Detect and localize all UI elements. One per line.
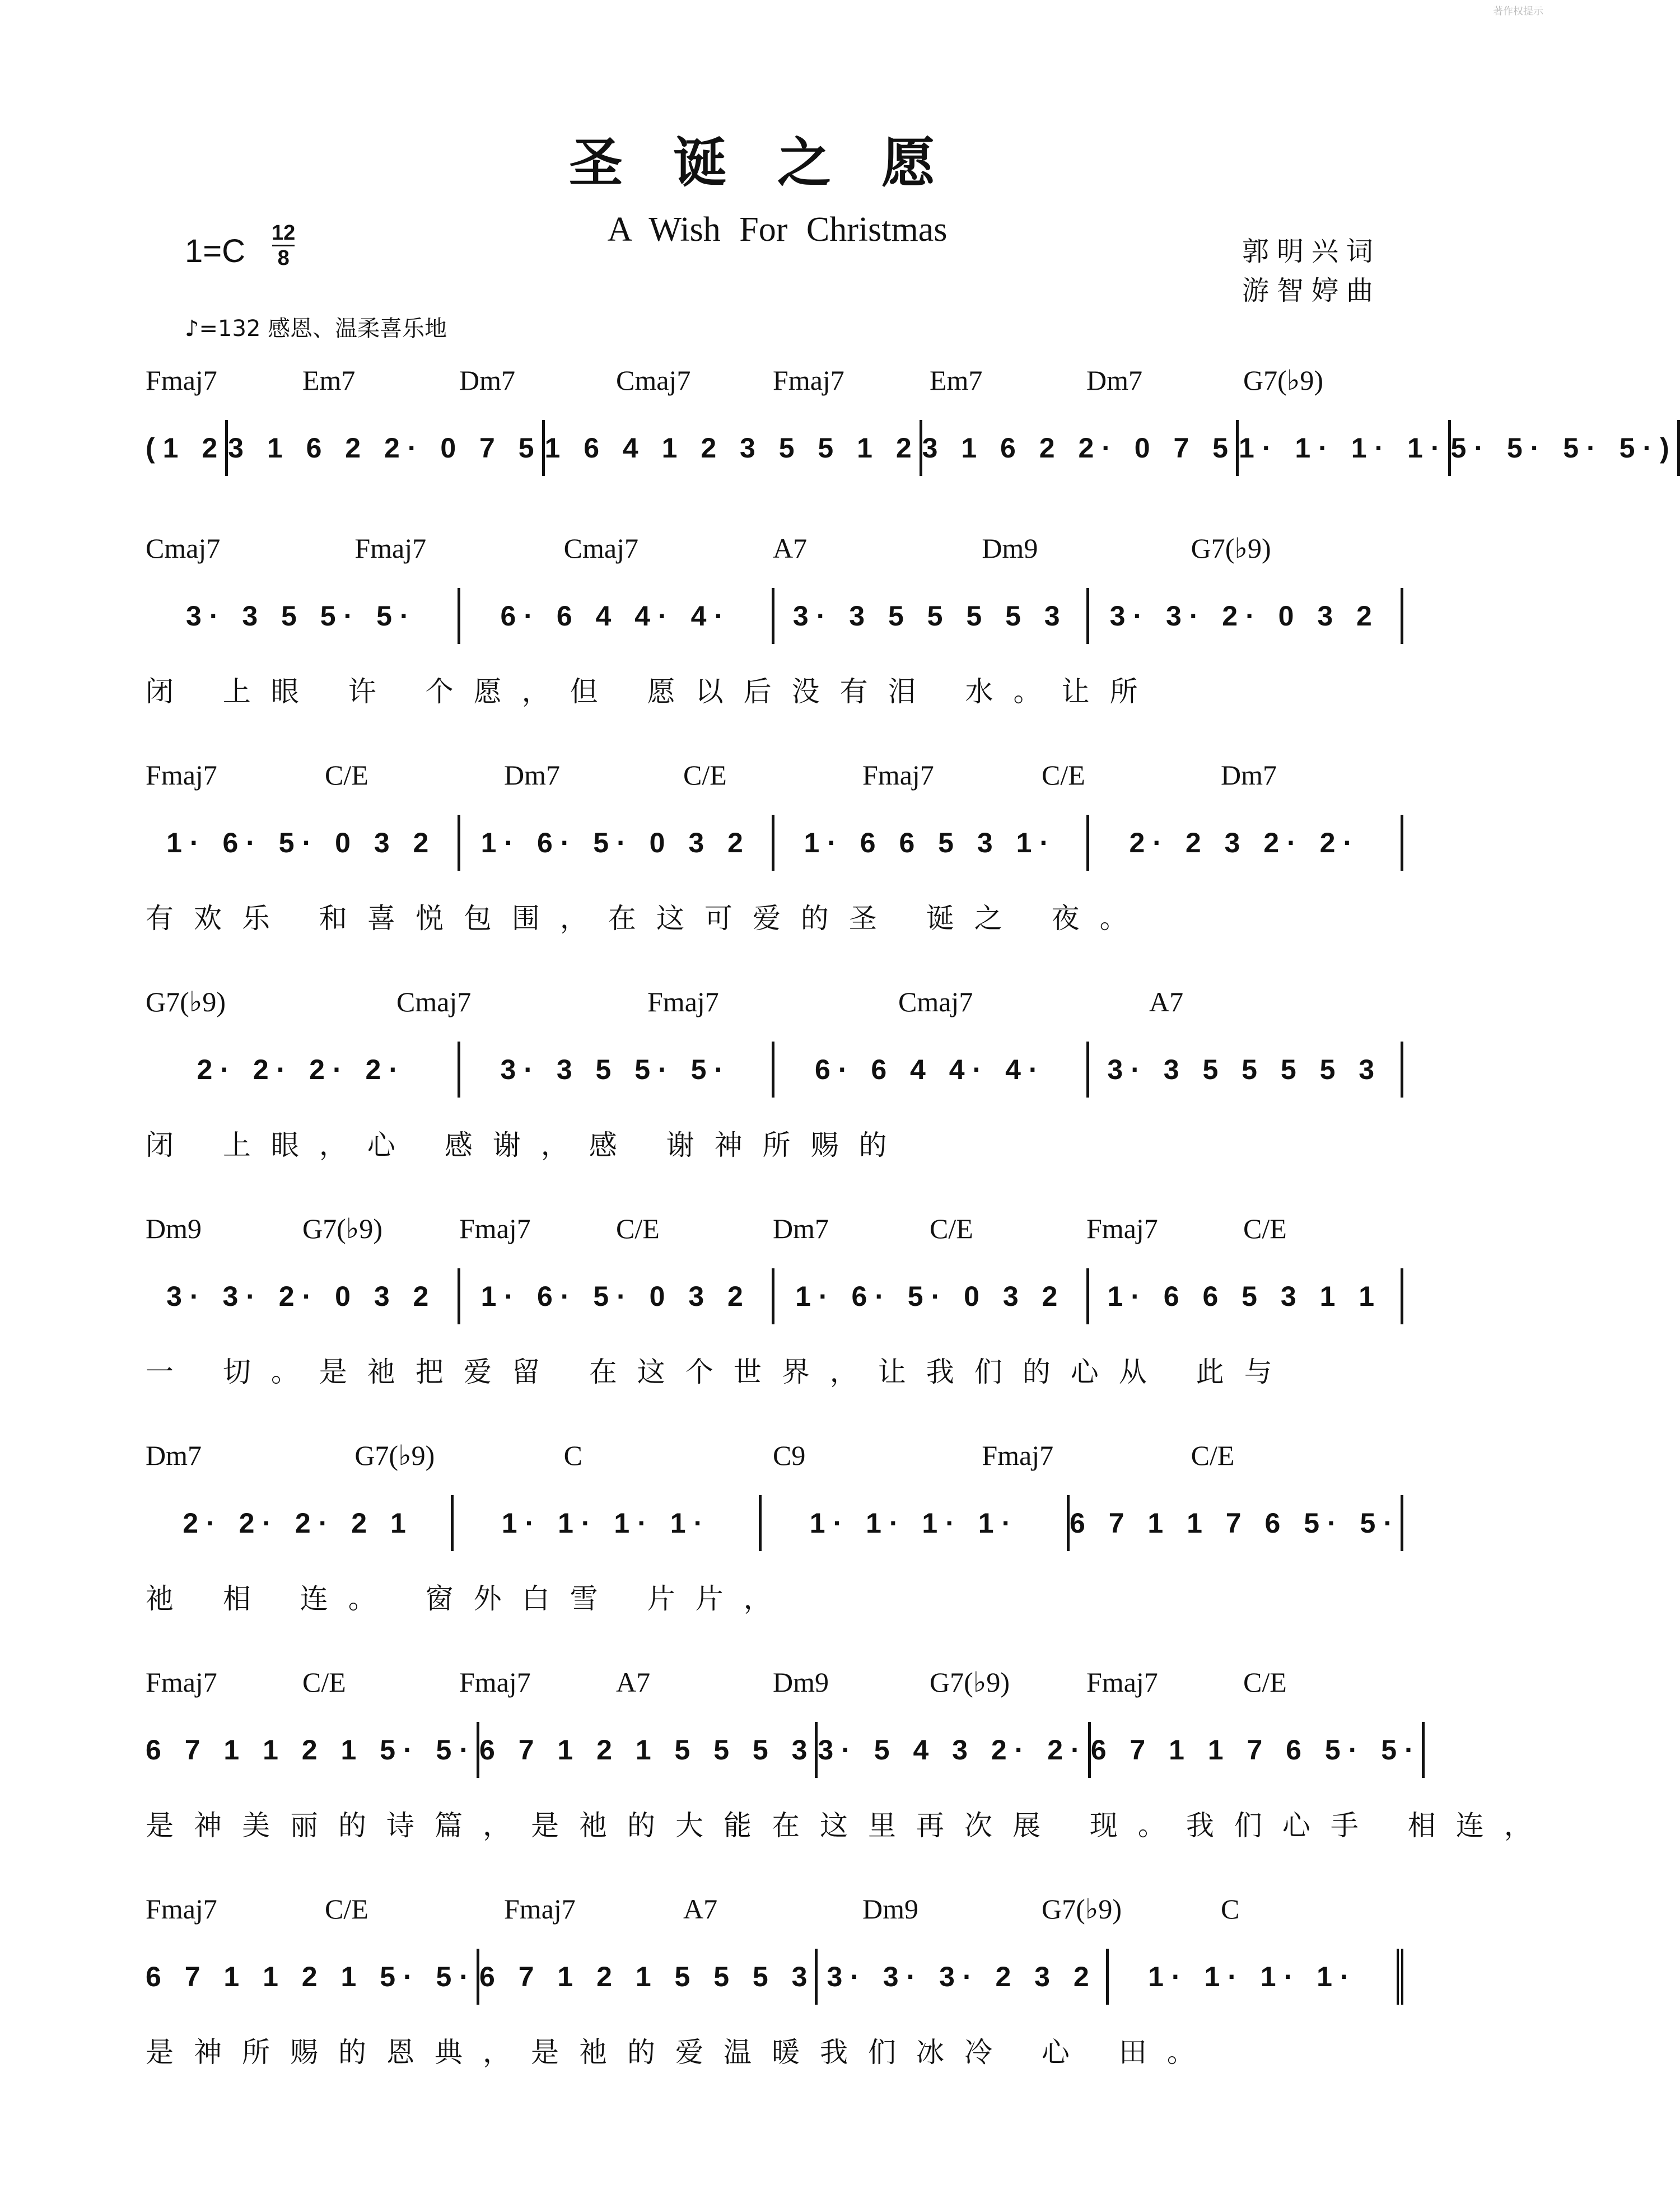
chord-symbol: Fmaj7 (146, 1893, 217, 1925)
measure: 6 7 1 1 2 1 5· 5· (146, 1949, 479, 2005)
chord-symbol: Fmaj7 (146, 365, 217, 396)
chord-symbol: C/E (1243, 1213, 1287, 1244)
measure: 6 7 1 1 7 6 5· 5· (1070, 1495, 1403, 1551)
measure: 5· 5· 5· 5·) (1451, 420, 1680, 476)
chord-symbol: G7(♭9) (1243, 365, 1323, 396)
key-signature: 1=C (185, 233, 246, 269)
lyrics-line: 是神美丽的诗篇，是祂的大能在这里再次展 现。我们心手 相连， (146, 1809, 1552, 1842)
chord-symbol: A7 (616, 1666, 651, 1698)
chord-symbol: G7(♭9) (1042, 1893, 1122, 1925)
measure: 1· 1· 1· 1· (1239, 420, 1451, 476)
notation-row (146, 420, 1677, 476)
measure: 2· 2· 2· 2 1 (146, 1495, 454, 1551)
measure: 1· 6· 5· 0 3 2 (774, 1268, 1089, 1324)
chord-symbol: Fmaj7 (862, 759, 934, 791)
chord-symbol: C/E (930, 1213, 973, 1244)
chord-symbol: C/E (1191, 1440, 1235, 1471)
chord-symbol: Fmaj7 (1086, 1213, 1158, 1244)
measure: 3· 3 5 5 5 5 3 (1089, 1042, 1404, 1098)
lyrics-line: 祂 相 连。 窗外白雪 片片， (146, 1582, 792, 1615)
chord-symbol: A7 (1149, 986, 1184, 1017)
measure: 3· 3· 2· 0 3 2 (1089, 588, 1404, 644)
lyricist-credit: 郭明兴词 (1242, 236, 1381, 267)
chord-symbol: A7 (683, 1893, 718, 1925)
chord-symbol: Fmaj7 (146, 1666, 217, 1698)
measure: 1· 1· 1· 1· (1109, 1949, 1403, 2005)
lyrics-line: 是神所赐的恩典，是祂的爱温暖我们冰冷 心 田。 (146, 2036, 1215, 2069)
notation-row (146, 1949, 1403, 2005)
chord-symbol: Dm7 (146, 1440, 202, 1471)
composer-credit: 游智婷曲 (1242, 275, 1381, 306)
measure: 1· 1· 1· 1· (762, 1495, 1070, 1551)
chord-symbol: G7(♭9) (302, 1213, 382, 1244)
chord-symbol: C/E (302, 1666, 346, 1698)
chord-symbol: G7(♭9) (930, 1666, 1010, 1698)
chord-symbol: Cmaj7 (616, 365, 691, 396)
measure: 3· 3 5 5· 5· (460, 1042, 775, 1098)
measure: 1· 6· 5· 0 3 2 (146, 815, 460, 871)
lyrics-line: 有欢乐 和喜悦包围，在这可爱的圣 诞之 夜。 (146, 902, 1148, 935)
chord-symbol: C9 (773, 1440, 806, 1471)
chord-symbol: Fmaj7 (1086, 1666, 1158, 1698)
measure: 6 7 1 2 1 5 5 5 3 (479, 1722, 818, 1778)
song-title: 圣诞之愿 (569, 132, 986, 194)
tempo-marking: ♪=132 感恩、温柔喜乐地 (185, 316, 447, 342)
chord-symbol: Em7 (930, 365, 983, 396)
chord-symbol: C (563, 1440, 583, 1471)
chord-symbol: Dm7 (504, 759, 560, 791)
chord-symbol: Cmaj7 (898, 986, 973, 1017)
measure: 1· 6· 5· 0 3 2 (460, 815, 775, 871)
chord-symbol: Fmaj7 (354, 533, 427, 564)
chord-symbol: C/E (325, 759, 368, 791)
chord-symbol: Dm9 (982, 533, 1038, 564)
chord-symbol: Cmaj7 (396, 986, 472, 1017)
notation-row (146, 815, 1403, 871)
measure: 3· 3 5 5 5 5 3 (774, 588, 1089, 644)
chord-symbol: C (1221, 1893, 1240, 1925)
notation-row (146, 1495, 1403, 1551)
lyrics-line: 一 切。是祂把爱留 在这个世界，让我们的心从 此与 (146, 1356, 1292, 1388)
chord-symbol: C/E (1243, 1666, 1287, 1698)
chord-symbol: Dm7 (1086, 365, 1142, 396)
watermark: 著作权提示 (1493, 6, 1543, 17)
notation-row (146, 1268, 1403, 1324)
song-subtitle: A Wish For Christmas (607, 211, 948, 249)
measure: 3 1 6 2 2· 0 7 5 (922, 420, 1239, 476)
chord-symbol: Dm9 (773, 1666, 829, 1698)
chord-symbol: Fmaj7 (459, 1666, 531, 1698)
chord-symbol: Em7 (302, 365, 356, 396)
measure: 6· 6 4 4· 4· (774, 1042, 1089, 1098)
measure: 3 1 6 2 2· 0 7 5 (228, 420, 544, 476)
time-sig-top: 12 (272, 221, 296, 245)
notation-row (146, 588, 1403, 644)
measure: 2· 2· 2· 2· (146, 1042, 460, 1098)
chord-symbol: Cmaj7 (563, 533, 638, 564)
notation-row (146, 1042, 1403, 1098)
chord-symbol: Fmaj7 (982, 1440, 1054, 1471)
measure: 1 6 4 1 2 3 5 5 1 2 (545, 420, 922, 476)
notation-row (146, 1722, 1422, 1778)
measure: 2· 2 3 2· 2· (1089, 815, 1404, 871)
time-signature (272, 221, 295, 270)
chord-symbol: A7 (773, 533, 808, 564)
chord-symbol: Fmaj7 (647, 986, 719, 1017)
chord-symbol: Fmaj7 (504, 1893, 576, 1925)
measure: 6 7 1 2 1 5 5 5 3 (479, 1949, 818, 2005)
chord-symbol: Cmaj7 (146, 533, 221, 564)
chord-symbol: G7(♭9) (1191, 533, 1271, 564)
chord-symbol: Dm7 (1221, 759, 1277, 791)
measure: 1· 1· 1· 1· (454, 1495, 762, 1551)
measure: 6· 6 4 4· 4· (460, 588, 775, 644)
measure: 3· 3· 2· 0 3 2 (146, 1268, 460, 1324)
time-sig-bottom: 8 (277, 246, 290, 270)
measure: 6 7 1 1 7 6 5· 5· (1091, 1722, 1425, 1778)
measure: 1· 6· 5· 0 3 2 (460, 1268, 775, 1324)
chord-symbol: Fmaj7 (146, 759, 217, 791)
measure: 3· 3· 3· 2 3 2 (818, 1949, 1108, 2005)
chord-symbol: Dm7 (773, 1213, 829, 1244)
chord-symbol: Fmaj7 (773, 365, 844, 396)
chord-symbol: Dm9 (862, 1893, 918, 1925)
measure: 3· 5 4 3 2· 2· (818, 1722, 1090, 1778)
chord-symbol: C/E (683, 759, 727, 791)
chord-symbol: G7(♭9) (146, 986, 226, 1017)
lyrics-line: 闭 上眼 许 个愿，但 愿以后没有泪 水。让所 (146, 675, 1158, 708)
chord-symbol: G7(♭9) (354, 1440, 435, 1471)
chord-symbol: C/E (1042, 759, 1085, 791)
chord-symbol: C/E (325, 1893, 368, 1925)
chord-symbol: Dm7 (459, 365, 515, 396)
lyrics-line: 闭 上眼，心 感谢，感 谢神所赐的 (146, 1129, 907, 1161)
measure: 3· 3 5 5· 5· (146, 588, 460, 644)
measure: (1 2 (146, 420, 228, 476)
measure: 1· 6 6 5 3 1 1 (1089, 1268, 1404, 1324)
chord-symbol: Dm9 (146, 1213, 202, 1244)
measure: 1· 6 6 5 3 1· (774, 815, 1089, 871)
measure: 6 7 1 1 2 1 5· 5· (146, 1722, 479, 1778)
chord-symbol: C/E (616, 1213, 660, 1244)
chord-symbol: Fmaj7 (459, 1213, 531, 1244)
